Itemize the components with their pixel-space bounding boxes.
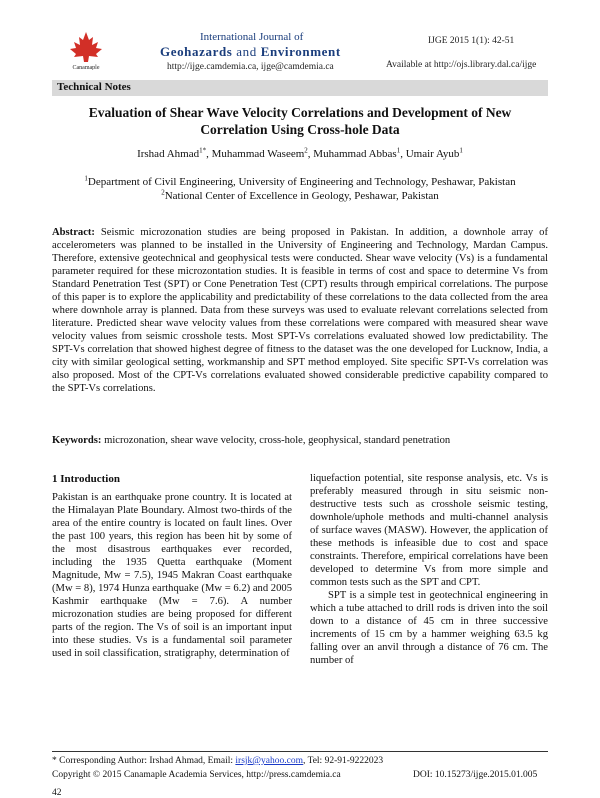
maple-leaf-logo [63,30,109,70]
authors: Irshad Ahmad$^{1*}$, Muhammad Waseem$^2$, Muhammad Abbas$^1$, Umair Ayub$^1$ [137,146,463,160]
journal-name-bold1: Geohazards [160,44,233,59]
intro-left-column: Pakistan is an earthquake prone country. It is located at the Himalayan Plate Boundary. Almost two-thirds of the area of the entire country is located on fault lines. Over the past 100 years, this region has been hit by some of the most disastrous earthquakes ever recorded, including the 1935 Quetta earthquake (Moment Magnitude, Mw = 7.5), 1945 Makran Coast earthquake (Mw = 8), 1974 Hunza earthquake (Mw = 6.2) and 2005 Kashmir earthquake (Mw = 7.6). A number microzonation studies are being proposed for different parts of the region. The Vs of soil is an important input into these studies. Vs is a fundamental soil parameter used in soil classification, stratigraphy, determination of [52,492,292,659]
page-number: 42 [52,788,62,798]
affiliation-1: $^1$Department of Civil Engineering, University of Engineering and Technology, Peshawar, Pakistan [84,174,516,188]
intro-right-para2: SPT is a simple test in geotechnical engineering in which a tube attached to drill rods is driven into the soil down to a distance of 45 cm in three successive increments of 15 cm by a hammer weighing 63.5 kg falling over an anvil through a distance of 76 cm. The number of [310,590,548,666]
journal-line1: International Journal of [200,31,304,43]
keywords-text: microzonation, shear wave velocity, cross-hole, geophysical, standard penetration [101,435,451,446]
paper-title: Evaluation of Shear Wave Velocity Correlations and Development of New Correlation Using Cross-hole Data [88,105,512,137]
maple-leaf-icon [70,32,102,62]
intro-right-column [310,472,548,667]
intro-right-para1: liquefaction potential, site response analysis, etc. Vs is preferably measured through in situ seismic non-destructive tests such as crosshole seismic testing, downhole/uphole methods and multi-channel analysis of surface waves (MASW). However, the application of these methods is infeasible due to cost and space constraints. Therefore, empirical correlations have been developed to determine Vs from more simple and common tests such as the SPT and CPT. [310,473,548,588]
corresponding-author: * Corresponding Author: Irshad Ahmad, Email: irsjk@yahoo.com, Tel: 92-91-9222023 [52,756,384,766]
email-link[interactable]: irsjk@yahoo.com [235,756,303,766]
logo-text: Canamaple [72,65,100,70]
abstract [52,226,548,395]
journal-name: Geohazards and Environment [160,44,341,59]
keywords [52,434,548,447]
intro-heading: 1 Introduction [52,473,120,485]
copyright: Copyright © 2015 Canamaple Academia Services, http://press.camdemia.ca [52,770,341,780]
abstract-text: Seismic microzonation studies are being proposed in Pakistan. In addition, a downhole array of accelerometers was planned to be installed in the University of Engineering and Technology, Mardan Campus. Therefore, extensive geotechnical and geophysical tests were conducted. Shear wave velocity (Vs) is a fundamental parameter required for these microzontation studies. It is feasible in terms of cost and space to determine Vs from Standard Penetration Test (SPT) or Cone Penetration Test (CPT) results through empirical correlations. The purpose of this paper is to explore the applicability and predictability of these correlations to the data collected from the area where downhole array is planned. Data from these surveys was used to evaluate relevant correlations selected from literature. Predicted shear wave velocity values from these correlations were compared with measured shear wave velocity values from seismic crosshole tests. Most SPT-Vs correlations evaluated showed low predictability. The SPT-Vs correlation that showed highest degree of fitness to the dataset was the one developed for Lucknow, India, a city with similar geological setting, workmanship and SPT method employed. Site specific SPT-Vs correlation was also proposed. Most of the CPT-Vs correlations evaluated showed considerable predictive capability compared to the SPT-Vs correlations. [52,227,548,394]
abstract-label: Abstract: [52,227,95,238]
keywords-label: Keywords: [52,435,102,446]
availability[interactable]: Available at http://ojs.library.dal.ca/ijge [386,60,537,70]
footnote-rule [52,751,548,752]
doi[interactable]: DOI: 10.15273/ijge.2015.01.005 [413,770,538,780]
journal-contact[interactable]: http://ijge.camdemia.ca, ijge@camdemia.ca [167,62,334,72]
citation: IJGE 2015 1(1): 42-51 [428,36,515,46]
affiliation-2: $^2$National Center of Excellence in Geology, Peshawar, Pakistan [161,188,439,202]
section-label: Technical Notes [57,81,131,93]
journal-name-bold2: Environment [260,44,341,59]
